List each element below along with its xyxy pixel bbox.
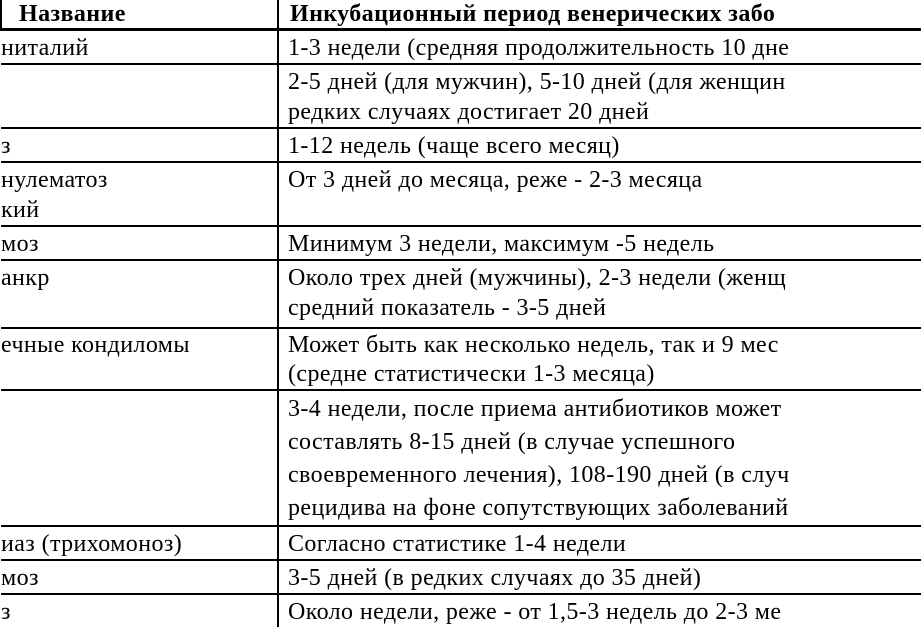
table-row bbox=[1, 594, 921, 627]
period-text: Согласно статистике 1-4 недели bbox=[288, 531, 627, 557]
disease-name-cell bbox=[1, 526, 278, 560]
table-row bbox=[1, 128, 921, 162]
period-text: 3-4 недели, после приема антибиотиков может bbox=[288, 396, 782, 422]
period-text: Минимум 3 недели, максимум -5 недель bbox=[288, 231, 715, 257]
table-row bbox=[1, 390, 921, 526]
table-row bbox=[1, 30, 921, 65]
period-text: Около недели, реже - от 1,5-3 недель до 2-3 ме bbox=[288, 599, 782, 625]
period-text: составлять 8-15 дней (в случае успешного bbox=[288, 429, 736, 455]
period-text: 3-5 дней (в редких случаях до 35 дней) bbox=[288, 565, 702, 591]
disease-name-text: з bbox=[1, 599, 11, 625]
period-cell bbox=[278, 526, 921, 560]
period-text: 1-12 недель (чаще всего месяц) bbox=[288, 133, 620, 159]
disease-name-text: ечные кондиломы bbox=[1, 332, 190, 358]
disease-name-text: нулематоз bbox=[1, 167, 108, 193]
period-text: рецидива на фоне сопутствующих заболеваний bbox=[288, 495, 789, 521]
table-row bbox=[1, 226, 921, 260]
disease-name-cell bbox=[1, 560, 278, 594]
disease-name-text: анкр bbox=[1, 265, 50, 291]
column-header-incubation-period: Инкубационный период венерических забо bbox=[278, 0, 921, 30]
table-row bbox=[1, 560, 921, 594]
disease-name-cell bbox=[1, 226, 278, 260]
period-text: Может быть как несколько недель, так и 9 мес bbox=[288, 332, 779, 358]
disease-name-cell bbox=[1, 594, 278, 627]
period-text: 1-3 недели (средняя продолжительность 10 дне bbox=[288, 35, 790, 61]
table-row bbox=[1, 526, 921, 560]
disease-name-text: кий bbox=[1, 197, 40, 223]
period-text: редких случаях достигает 20 дней bbox=[288, 99, 650, 125]
column-header-name: Название bbox=[1, 0, 278, 30]
disease-name-text: ниталий bbox=[1, 35, 89, 61]
table-header-row bbox=[1, 0, 921, 30]
disease-name-text: з bbox=[1, 133, 11, 159]
disease-name-cell bbox=[1, 128, 278, 162]
period-cell bbox=[278, 328, 921, 390]
disease-name-cell bbox=[1, 390, 278, 526]
disease-name-cell bbox=[1, 328, 278, 390]
table-row bbox=[1, 64, 921, 128]
period-text: От 3 дней до месяца, реже - 2-3 месяца bbox=[288, 167, 703, 193]
period-text: (средне статистически 1-3 месяца) bbox=[288, 361, 655, 387]
period-cell bbox=[278, 560, 921, 594]
period-cell bbox=[278, 30, 921, 65]
period-cell bbox=[278, 390, 921, 526]
disease-name-text: моз bbox=[1, 565, 39, 591]
disease-name-text: моз bbox=[1, 231, 39, 257]
table-row bbox=[1, 260, 921, 328]
period-cell bbox=[278, 260, 921, 328]
period-cell bbox=[278, 594, 921, 627]
period-cell bbox=[278, 162, 921, 226]
disease-name-cell bbox=[1, 260, 278, 328]
disease-name-cell bbox=[1, 64, 278, 128]
period-text: средний показатель - 3-5 дней bbox=[288, 295, 607, 321]
period-cell bbox=[278, 64, 921, 128]
period-cell bbox=[278, 226, 921, 260]
period-cell bbox=[278, 128, 921, 162]
table-row bbox=[1, 162, 921, 226]
table-row bbox=[1, 328, 921, 390]
disease-name-text: иаз (трихомоноз) bbox=[1, 531, 183, 557]
period-text: своевременного лечения), 108-190 дней (в случ bbox=[288, 462, 790, 488]
disease-name-cell bbox=[1, 30, 278, 65]
disease-name-cell bbox=[1, 162, 278, 226]
period-text: 2-5 дней (для мужчин), 5-10 дней (для женщин bbox=[288, 69, 786, 95]
period-text: Около трех дней (мужчины), 2-3 недели (женщ bbox=[288, 265, 787, 291]
